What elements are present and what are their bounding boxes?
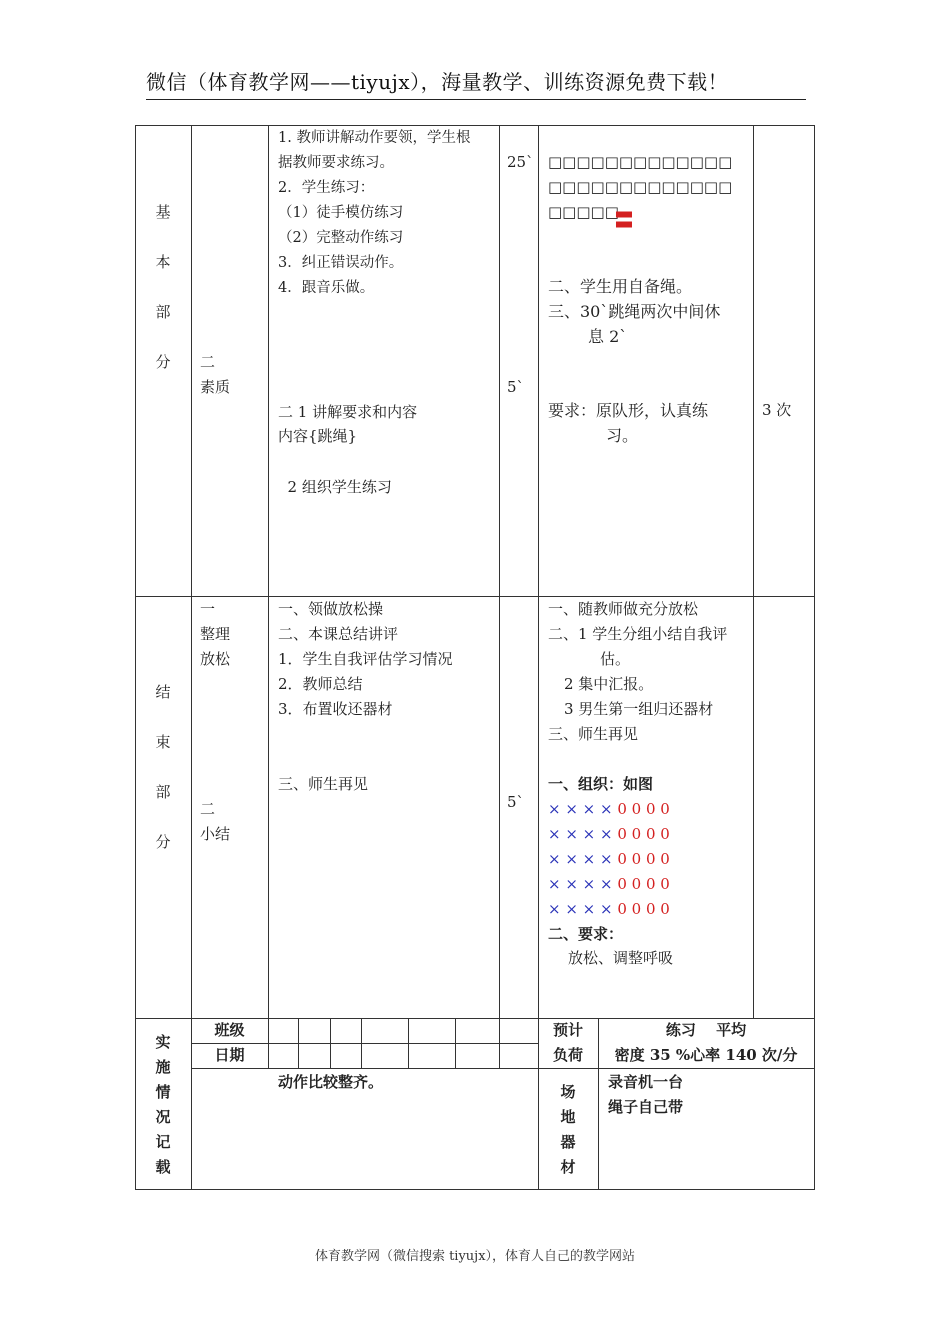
- implementation-note: 动作比较整齐。: [278, 1073, 384, 1091]
- page-footer: 体育教学网（微信搜索 tiyujx），体育人自己的教学网站: [314, 1249, 636, 1264]
- organization-title: 一、组织：如图: [548, 775, 654, 793]
- basic-teacher-steps: 1. 教师讲解动作要领，学生根 据教师要求练习。 2．学生练习： （1）徒手模仿练习 （2）完整动作练习 3．纠正错误动作。 4．跟音乐做。: [278, 130, 471, 296]
- basic-content: 内容{跳绳}: [278, 427, 358, 445]
- page-header: 微信（体育教学网——tiyujx），海量教学、训练资源免费下载！: [146, 66, 806, 100]
- formation-diagram: [548, 797, 670, 922]
- ending-summary-label: 二 小结: [200, 800, 231, 843]
- basic-requirements: 要求：原队形，认真练 习。: [548, 401, 709, 445]
- red-marker-icon: 〓: [614, 208, 634, 232]
- formation-row: × × × × 0 0 0 0: [548, 800, 670, 818]
- expected-load-label: 预计 负荷: [552, 1021, 583, 1064]
- formation-row: × × × × 0 0 0 0: [548, 825, 670, 843]
- requirements-text: 放松、调整呼吸: [568, 949, 674, 967]
- basic-quality-steps: 二 1 讲解要求和内容 2 组织学生练习: [278, 403, 418, 496]
- date-label: 日期: [214, 1046, 245, 1064]
- venue-equipment-label: 场 地 器 材: [560, 1083, 576, 1176]
- ending-farewell: 三、师生再见: [278, 775, 369, 793]
- ending-cooldown-label: 一 整理 放松: [200, 600, 231, 668]
- formation-row: × × × × 0 0 0 0: [548, 850, 670, 868]
- basic-time-2: 5`: [507, 378, 525, 396]
- expected-load-value: 练习 平均 密度 35 %心率 140 次/分: [614, 1021, 798, 1064]
- missing-glyph-text: □□□□□□□□□□□□□□□□□□□□□□□□□□□□□□□: [548, 153, 733, 221]
- formation-row: × × × × 0 0 0 0: [548, 900, 670, 918]
- ending-student-steps: 一、随教师做充分放松 二、1 学生分组小结自我评 估。 2 集中汇报。 3 男生第一组归还器材 三、师生再见: [548, 600, 728, 743]
- ending-time: 5`: [507, 793, 525, 811]
- requirements-title: 二、要求：: [548, 925, 624, 943]
- implementation-label: 实 施 情 况 记 载: [155, 1033, 171, 1176]
- equipment-list: 录音机一台 绳子自己带: [608, 1073, 684, 1116]
- basic-student-steps: 二、学生用自备绳。 三、30`跳绳两次中间休 息 2`: [548, 277, 721, 346]
- ending-teacher-steps: 一、领做放松操 二、本课总结讲评 1．学生自我评估学习情况 2．教师总结 3．布置收还器材: [278, 600, 453, 718]
- basic-section-label: 基 本 部 分: [155, 203, 171, 371]
- basic-time-1: 25`: [507, 153, 534, 171]
- class-label: 班级: [214, 1021, 245, 1039]
- ending-section-label: 结 束 部 分: [155, 683, 171, 851]
- formation-row: × × × × 0 0 0 0: [548, 875, 670, 893]
- basic-repetitions: 3 次: [762, 401, 792, 419]
- basic-quality-label: 二 素质: [200, 353, 231, 396]
